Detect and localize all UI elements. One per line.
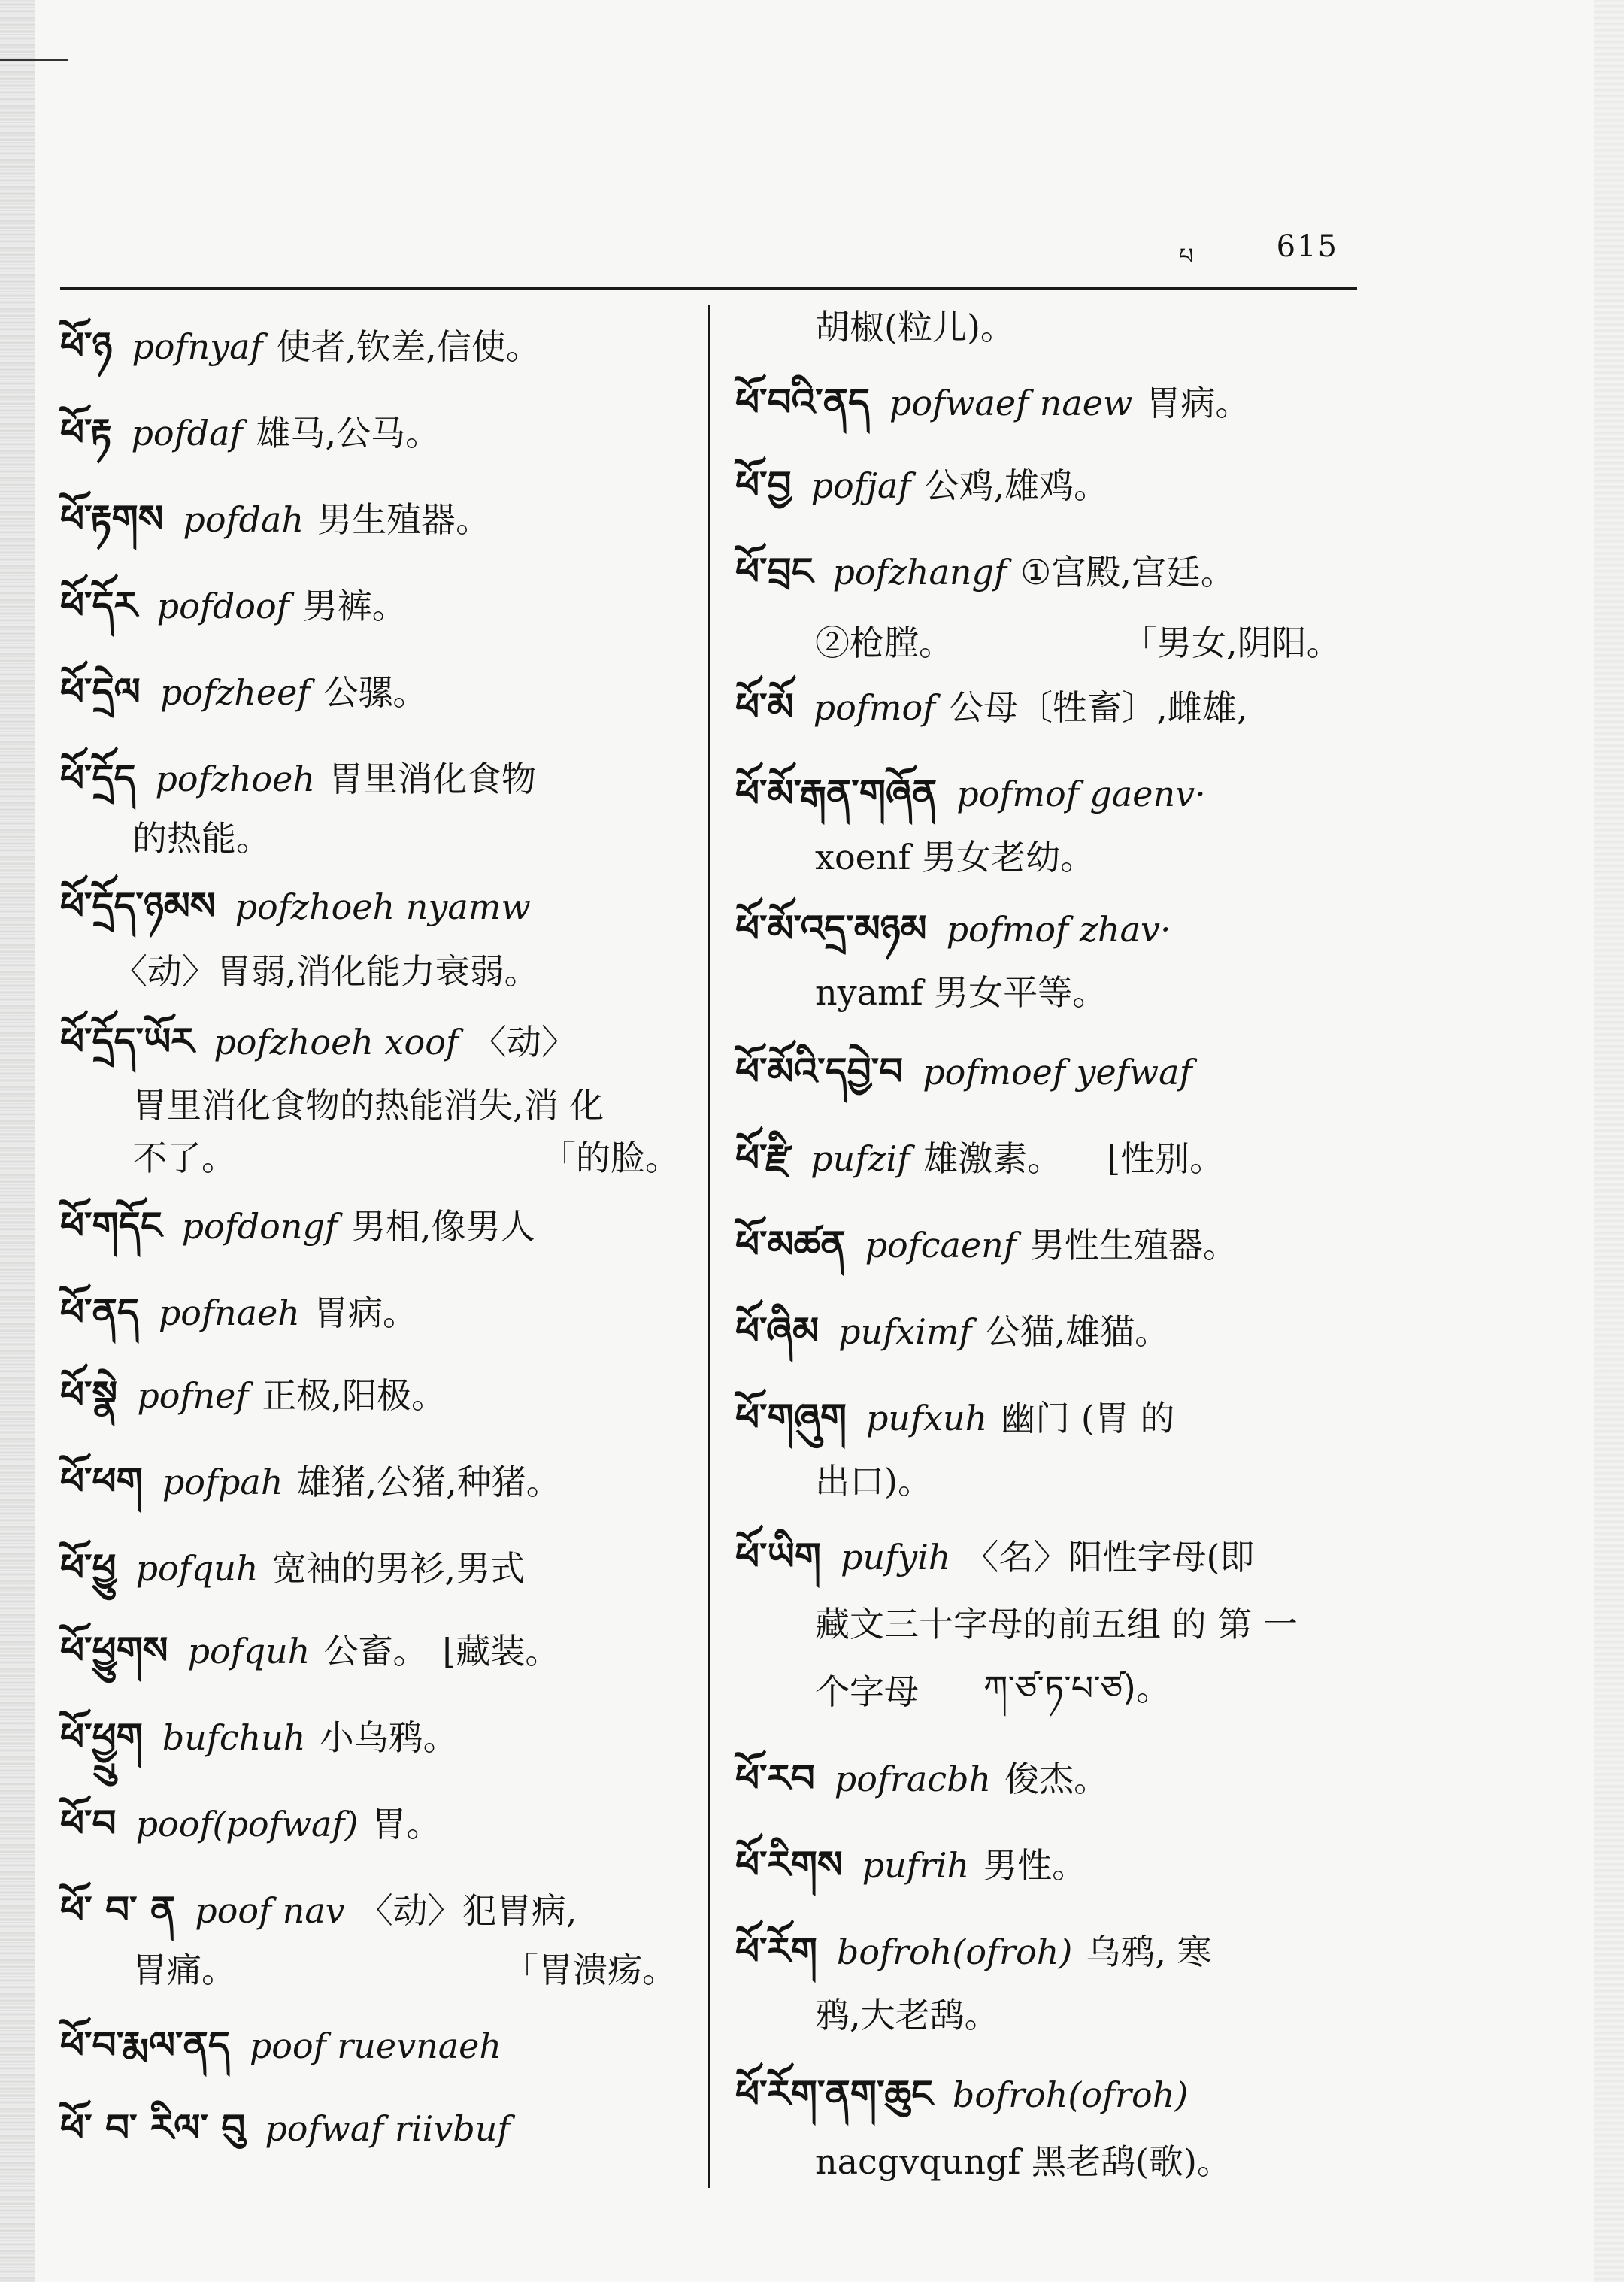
- dictionary-entry: [60, 496, 684, 542]
- entry-headword: ཕོ་ཕྱུ: [60, 1546, 117, 1590]
- entry-headword: ཕོ་ཞིམ: [735, 1309, 820, 1353]
- dictionary-entry: [60, 1887, 684, 1933]
- entry-romanization: pofmof zhav·: [946, 909, 1171, 950]
- entry-headword: ཕོ་ནད: [60, 1290, 139, 1334]
- entry-romanization: pufrih: [862, 1845, 970, 1886]
- entry-continuation: 胃里消化食物的热能消失,消 化: [132, 1085, 604, 1126]
- dictionary-entry: [735, 1929, 1374, 1974]
- entry-tail: ⌊藏装。: [442, 1631, 560, 1671]
- entry-continuation: 的热能。: [132, 818, 271, 859]
- dictionary-entry: [60, 756, 684, 802]
- entry-gloss: 男生殖器。: [317, 499, 491, 540]
- entry-romanization: pofmoef yefwaf: [923, 1052, 1192, 1093]
- entry-headword: ཕོ་མོ་རྒན་གཞོན: [735, 771, 938, 815]
- dictionary-entry: [60, 1203, 684, 1249]
- entry-continuation: nyamf 男女平等。: [815, 972, 1107, 1013]
- entry-continuation: xoenf 男女老幼。: [815, 837, 1095, 877]
- entry-headword: ཕོ་མོའི་དབྱེ་བ: [735, 1050, 904, 1093]
- dictionary-entry: [60, 1019, 684, 1065]
- entry-romanization: pofzheef: [159, 672, 311, 713]
- entry-headword: ཕོ་ བ་ རིལ་ བུ: [60, 2106, 246, 2150]
- entry-gloss: 乌鸦, 寒: [1086, 1932, 1212, 1972]
- entry-headword: ཕོ་དྲོད་ཡོར: [60, 1020, 195, 1063]
- entry-gloss: 〈动〉: [471, 1022, 576, 1062]
- dictionary-entry: [60, 410, 684, 456]
- dictionary-entry: [60, 583, 684, 629]
- entry-romanization: pofdoof: [156, 586, 289, 626]
- entry-headword: ཕོ་ཕག: [60, 1459, 143, 1503]
- entry-headword: ཕོ་བ: [60, 1802, 117, 1845]
- entry-romanization: pufximf: [838, 1311, 972, 1352]
- entry-headword: ཕོ་རིགས: [735, 1843, 843, 1887]
- entry-headword: ཕོ་མོ: [735, 685, 794, 729]
- entry-headword: ཕོ་ཡིག: [735, 1535, 821, 1578]
- entry-gloss: 公猫,雄猫。: [985, 1311, 1170, 1352]
- entry-headword: ཕོ་བྲང: [735, 550, 814, 593]
- entry-romanization: pofquh: [187, 1631, 311, 1671]
- entry-headword: ཕོ་དོར: [60, 583, 138, 627]
- dictionary-entry: [60, 1545, 684, 1591]
- entry-continuation-tail: ཀ་ཙ་ཏ་པ་ཙ)。: [983, 1668, 1171, 1708]
- entry-continuation-tail: 「的脸。: [541, 1138, 680, 1178]
- entry-headword: ཕོ་གཞུག: [735, 1396, 847, 1439]
- entry-headword: ཕོ་བའི་ནད: [735, 380, 870, 424]
- dictionary-entry: [60, 1289, 684, 1335]
- entry-continuation: 胡椒(粒儿)。: [815, 307, 1015, 347]
- entry-gloss: 胃里消化食物: [329, 759, 537, 799]
- dictionary-entry: [60, 1714, 684, 1760]
- entry-romanization: poof ruevnaeh: [249, 2026, 502, 2066]
- entry-gloss: ①宫殿,宫廷。: [1020, 552, 1235, 592]
- entry-gloss: 使者,钦差,信使。: [276, 326, 541, 367]
- page-number: 615: [1276, 229, 1338, 264]
- entry-gloss: 宽袖的男衫,男式: [271, 1548, 526, 1589]
- entry-romanization: pofnyaf: [132, 326, 263, 367]
- dictionary-entry: [735, 1395, 1374, 1441]
- entry-romanization: bufchuh: [162, 1717, 306, 1758]
- corner-mark: [0, 59, 68, 61]
- entry-romanization: pofnaeh: [158, 1293, 300, 1333]
- dictionary-entry: [735, 1842, 1374, 1888]
- entry-gloss: 男相,像男人: [350, 1206, 535, 1247]
- dictionary-entry: [60, 883, 684, 929]
- entry-gloss: 雄激素。: [923, 1138, 1062, 1179]
- entry-headword: ཕོ་ཕྱྲུག: [60, 1715, 143, 1759]
- entry-gloss: 胃病。: [1146, 383, 1250, 423]
- entry-headword: ཕོ་རོག: [735, 1929, 817, 1973]
- entry-romanization: pufxuh: [865, 1398, 988, 1438]
- entry-headword: ཕོ་ བ་ ན: [60, 1888, 176, 1932]
- entry-romanization: pufyih: [841, 1537, 951, 1577]
- entry-continuation-tail: 「男女,阴阳。: [1123, 623, 1341, 663]
- entry-gloss: 胃。: [371, 1804, 441, 1844]
- dictionary-entry: [60, 1801, 684, 1847]
- entry-gloss: 公骡。: [323, 672, 428, 713]
- entry-continuation: 出口)。: [815, 1461, 932, 1502]
- entry-romanization: pofzhoeh nyamw: [235, 886, 531, 927]
- entry-gloss: 〈名〉阳性字母(即: [964, 1537, 1255, 1577]
- entry-romanization: pufzif: [810, 1138, 910, 1179]
- dictionary-entry: [735, 462, 1374, 508]
- dictionary-entry: [60, 2105, 684, 2151]
- entry-romanization: pofwaf riivbuf: [265, 2108, 511, 2149]
- scan-edge-right: [1594, 0, 1624, 2282]
- entry-gloss: 男裤。: [302, 586, 407, 626]
- entry-romanization: poof nav: [195, 1890, 345, 1931]
- entry-romanization: pofnef: [137, 1375, 249, 1416]
- entry-continuation: 藏文三十字母的前五组 的 第 一: [815, 1604, 1298, 1644]
- entry-continuation: 个字母: [815, 1671, 919, 1712]
- entry-headword: ཕོ་རབ: [735, 1756, 815, 1800]
- entry-romanization: pofzhangf: [832, 552, 1007, 592]
- entry-headword: ཕོ་རྟགས: [60, 497, 164, 541]
- entry-romanization: pofpah: [162, 1462, 283, 1502]
- entry-romanization: pofwaef naew: [889, 383, 1133, 423]
- entry-headword: ཕོ་མཚན: [735, 1223, 846, 1266]
- entry-gloss: 雄猪,公猪,种猪。: [296, 1462, 561, 1502]
- entry-headword: ཕོ་རྟ: [60, 411, 112, 454]
- dictionary-entry: [735, 1308, 1374, 1354]
- entry-gloss: 胃病。: [313, 1293, 417, 1333]
- entry-romanization: pofzhoeh: [155, 759, 316, 799]
- column-rule: [708, 305, 710, 2188]
- entry-gloss: 公母〔牲畜〕,雌雄,: [949, 687, 1248, 728]
- entry-gloss: 雄马,公马。: [256, 413, 441, 453]
- entry-romanization: pofdaf: [131, 413, 243, 453]
- entry-continuation: 〈动〉胃弱,消化能力衰弱。: [113, 951, 539, 992]
- entry-headword: ཕོ་བྱ: [735, 463, 792, 507]
- entry-gloss: 正极,阳极。: [262, 1375, 446, 1416]
- entry-headword: ཕོ་བ་རྨལ་ནད: [60, 2023, 230, 2067]
- entry-romanization: pofquh: [135, 1548, 259, 1589]
- scan-edge-left: [0, 0, 35, 2282]
- dictionary-entry: [60, 1459, 684, 1505]
- entry-gloss: 俊杰。: [1004, 1759, 1109, 1799]
- entry-romanization: bofroh(ofroh): [836, 1932, 1073, 1972]
- entry-headword: ཕོ་ཕྱུགས: [60, 1629, 168, 1672]
- dictionary-entry: [735, 1135, 1374, 1181]
- entry-romanization: pofmof: [813, 687, 936, 728]
- dictionary-entry: [735, 906, 1374, 952]
- dictionary-entry: [735, 684, 1374, 730]
- dictionary-entry: [735, 771, 1374, 817]
- dictionary-entry: [735, 1049, 1374, 1095]
- entry-continuation-tail: 「胃溃疡。: [504, 1950, 677, 1990]
- dictionary-entry: [735, 1222, 1374, 1268]
- entry-headword: ཕོ་གདོང: [60, 1204, 162, 1247]
- entry-gloss: 〈动〉犯胃病,: [358, 1890, 577, 1931]
- dictionary-entry: [60, 1628, 684, 1674]
- entry-romanization: pofdongf: [181, 1206, 338, 1247]
- entry-headword: ཕོ་རོག་ནག་ཆུང: [735, 2072, 933, 2116]
- dictionary-entry: [735, 1534, 1374, 1580]
- entry-gloss: 幽门 (胃 的: [1001, 1398, 1175, 1438]
- entry-headword: ཕོ་རྫི: [735, 1136, 792, 1180]
- entry-gloss: 男性。: [983, 1845, 1087, 1886]
- dictionary-entry: [735, 2071, 1374, 2117]
- dictionary-entry: [735, 549, 1374, 595]
- header-letter: པ: [1179, 244, 1194, 270]
- entry-headword: ཕོ་སྣེ: [60, 1373, 118, 1417]
- entry-headword: ཕོ་དྲོད་ཉམས: [60, 884, 216, 928]
- entry-romanization: pofzhoeh xoof: [214, 1022, 459, 1062]
- dictionary-entry: [735, 380, 1374, 426]
- entry-romanization: pofcaenf: [865, 1225, 1017, 1265]
- entry-continuation: ②枪膛。: [815, 623, 953, 663]
- dictionary-entry: [60, 669, 684, 715]
- entry-romanization: pofjaf: [810, 465, 911, 506]
- entry-gloss: 小乌鸦。: [319, 1717, 458, 1758]
- dictionary-entry: [60, 1372, 684, 1418]
- entry-romanization: poof(pofwaf): [135, 1804, 359, 1844]
- entry-romanization: pofdah: [183, 499, 304, 540]
- dictionary-entry: [60, 323, 684, 369]
- entry-continuation: nacgvqungf 黑老鸹(歌)。: [815, 2141, 1232, 2182]
- entry-tail: ⌊性别。: [1107, 1138, 1225, 1179]
- entry-gloss: 公畜。: [323, 1631, 428, 1671]
- entry-romanization: pofracbh: [834, 1759, 992, 1799]
- entry-romanization: pofmof gaenv·: [956, 774, 1206, 814]
- entry-continuation: 胃痛。: [132, 1950, 236, 1990]
- entry-gloss: 公鸡,雄鸡。: [924, 465, 1109, 506]
- dictionary-entry: [735, 1756, 1374, 1802]
- entry-continuation: 不了。: [132, 1138, 236, 1178]
- entry-gloss: 男性生殖器。: [1029, 1225, 1238, 1265]
- entry-headword: ཕོ་མོ་འདྲ་མཉམ: [735, 907, 927, 950]
- entry-headword: ཕོ་ཉ: [60, 324, 113, 368]
- entry-continuation: 鸦,大老鸹。: [815, 1995, 999, 2035]
- entry-romanization: bofroh(ofroh): [952, 2074, 1189, 2115]
- dictionary-entry: [60, 2023, 684, 2068]
- entry-headword: ཕོ་དྲོད: [60, 756, 136, 800]
- entry-headword: ཕོ་དྲེལ: [60, 670, 141, 714]
- header-rule: [60, 287, 1357, 290]
